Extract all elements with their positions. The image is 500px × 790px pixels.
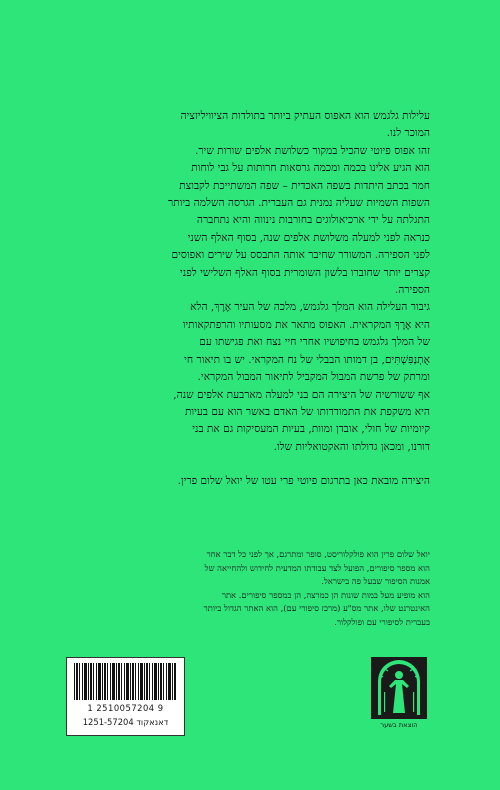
blurb-line: המוכר לנו. [386,127,430,140]
blurb-paragraph-1 [70,108,430,143]
bio-line: הוא מספר סיפורים, הפועל לצד עבודתו המדעית לחידוש ולהחייאה של [204,562,430,573]
bio-paragraph-1 [70,548,430,589]
bio-line: הוא מופיע מעל במות שונות הן כמרצה, הן כמספר סיפורים. אתר [221,589,430,600]
barcode-code: דאנאקוד 1251-57204 [82,717,169,727]
bio-line: האינטרנט שלו, אתר מס"ע (מרכז סיפורי עם), הוא האתר הגדול ביותר [203,603,430,614]
blurb-line: לפני הספירה. המשורר שחיבר אותה התבסס על שירים ואפוסים [171,249,430,262]
barcode-label [66,657,185,736]
blurb-paragraph-4 [70,387,430,457]
blurb-line: זהו אפוס פיוטי שהכיל במקור כשלושת אלפים שורות שיר. [194,144,430,157]
blurb-line: הספירה. [394,284,430,297]
bio-line: יואל שלום פרין הוא פולקלוריסט, סופר ומתרגם, אך לפני כל דבר אחר [206,549,430,559]
blurb-line: התגלתה על ידי ארכיאולוגים בחורבות נינווה והיא נתחברה [196,214,430,227]
blurb-line: חמר בכתב היתדות בשפה האכדית – שפה המשתייכת לקבוצת [179,179,430,192]
book-blurb [70,108,430,491]
barcode-number: 1 2510057204 9 [87,703,164,713]
barcode-bars [74,663,177,700]
blurb-line: גיבור העלילה הוא המלך גלגמש, מלכה של העיר אֶרֶךְ, הלא [190,301,430,314]
publisher-logo [369,655,429,735]
blurb-line: קיומיות של חולי, אובדן ומוות, בעיות המעסיקות גם את בני [192,423,430,436]
publisher-emblem-icon [369,655,429,721]
blurb-line: היא אֶרֶךְ המקראית. האפוס מתאר את מסעותיו והרפתקאותיו [182,318,430,331]
blurb-paragraph-3 [70,299,430,386]
blurb-line: ומרתק של פרשת המבול המקביל לתיאור המבול המקראי. [197,371,430,384]
blurb-line: השפות השמיות שעליה נמנית גם העברית. הגרסה השלמה ביותר [167,197,430,210]
blurb-line: היא משקפת את התמודדותו של האדם באשר הוא עם בעיות [184,405,430,418]
blurb-line: הוא הגיע אלינו בכמה ומכמה גרסאות חרותות על גבי לוחות [191,162,430,175]
blurb-line: היצירה מובאת כאן בתרגום פיוטי פרי עטו של יואל שלום פרין. [177,475,430,488]
paragraph-gap [70,456,430,473]
blurb-line: כנראה לפני למעלה משלושת אלפים שנה, בסוף האלף השני [187,231,430,244]
blurb-line: קצרים יותר שחוברו בלשון השומרית בסוף האלף השלישי לפני [180,266,430,279]
bio-paragraph-2 [70,589,430,630]
blurb-line: עלילות גלגמש הוא האפוס העתיק ביותר בתולדות הציוויליזציה [180,110,430,122]
blurb-line: של המלך גלגמש בחיפושיו אחרי חיי נצח ואת פגישתו עם [199,336,430,349]
blurb-line: דורנו, ומכאן גדולתו והאקטואליות שלו. [273,440,430,453]
bio-line: אמנות הסיפור שבעל פה בישראל. [321,576,430,587]
publisher-name: הוצאת בשער [380,721,418,729]
blurb-line: אֻתְנַפִּשְׁתִּים, בן דמותו הבבלי של נח המקראי. יש בו תיאור חי [184,353,430,366]
blurb-paragraph-2 [70,143,430,300]
blurb-line: אף ששורשיה של היצירה הם בני למעלה מארבעת אלפים שנה, [173,388,430,401]
blurb-translator-note [70,473,430,490]
author-bio [70,548,430,630]
bio-line: בעברית לסיפורי עם ופולקלור. [334,616,430,627]
